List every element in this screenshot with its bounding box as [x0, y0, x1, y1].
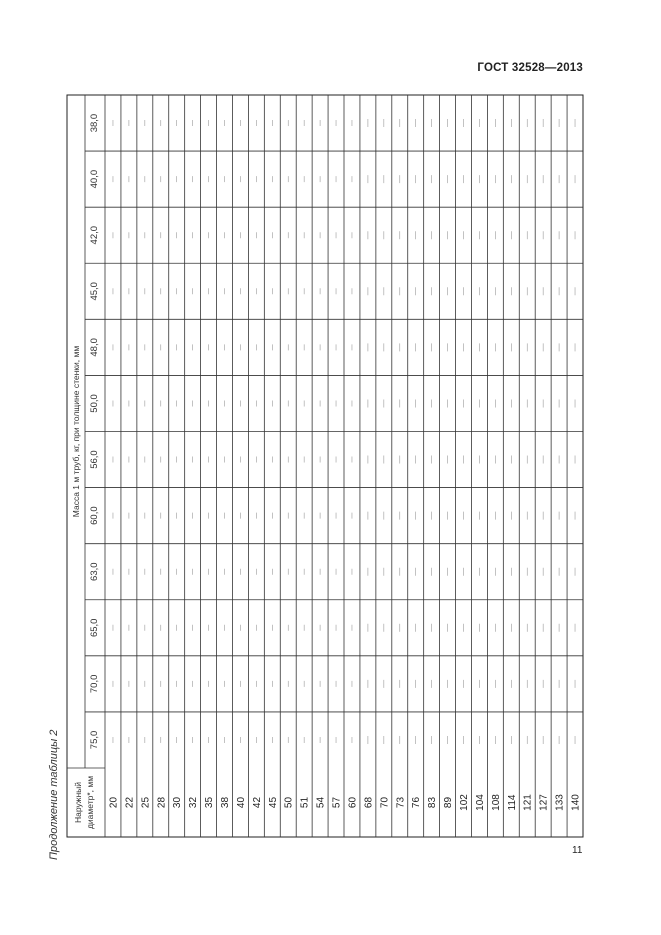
- diameter-label: 54: [315, 796, 327, 809]
- page-number: 11: [572, 845, 583, 856]
- thickness-label: 65,0: [89, 618, 100, 638]
- diameter-label: 30: [172, 796, 184, 809]
- document-code: ГОСТ 32528—2013: [477, 62, 583, 74]
- diameter-label: 57: [331, 796, 343, 809]
- diameter-label: 83: [427, 796, 439, 809]
- diameter-label: 25: [140, 796, 152, 809]
- diameter-label: 89: [443, 796, 455, 809]
- diameter-label: 76: [411, 796, 423, 809]
- diameter-label: 73: [395, 796, 407, 809]
- diameter-label: 114: [506, 794, 518, 811]
- diameter-label: 140: [570, 794, 582, 811]
- thickness-label: 70,0: [89, 674, 100, 694]
- thickness-label: 60,0: [89, 506, 100, 525]
- diameter-label: 38: [220, 796, 231, 809]
- thickness-label: 45,0: [89, 282, 100, 301]
- diameter-label: 127: [538, 794, 550, 811]
- diameter-label: 121: [522, 794, 534, 811]
- diameter-label: 22: [124, 796, 136, 809]
- mass-header-label: Масса 1 м труб, кг, при толщине стенки, мм: [71, 345, 81, 518]
- thickness-label: 75,0: [89, 730, 100, 750]
- diameter-header-line1: Наружный: [73, 781, 83, 824]
- diameter-label: 32: [188, 796, 200, 809]
- diameter-label: 108: [490, 794, 502, 811]
- thickness-label: 42,0: [89, 225, 100, 245]
- diameter-label: 50: [283, 796, 295, 809]
- thickness-label: 48,0: [89, 338, 100, 357]
- thickness-label: 50,0: [89, 394, 100, 413]
- diameter-label: 104: [474, 794, 486, 811]
- diameter-label: 68: [363, 796, 375, 809]
- diameter-label: 133: [554, 794, 566, 811]
- diameter-label: 60: [347, 796, 359, 809]
- diameter-label: 35: [204, 796, 216, 809]
- diameter-label: 28: [156, 796, 168, 809]
- thickness-label: 56,0: [89, 450, 100, 469]
- table-frame: [67, 95, 583, 837]
- diameter-label: 102: [459, 794, 470, 811]
- diameter-label: 45: [267, 796, 279, 809]
- thickness-label: 40,0: [89, 169, 100, 189]
- diameter-label: 42: [251, 796, 263, 809]
- diameter-label: 70: [379, 796, 391, 809]
- thickness-label: 63,0: [89, 562, 100, 581]
- thickness-label: 38,0: [89, 113, 100, 133]
- diameter-label: 51: [299, 796, 311, 809]
- table-continuation-caption: Продолжение таблицы 2: [48, 729, 60, 860]
- diameter-header-line2: диаметр*, мм: [85, 775, 95, 830]
- diameter-label: 20: [108, 796, 120, 809]
- diameter-label: 40: [235, 796, 247, 809]
